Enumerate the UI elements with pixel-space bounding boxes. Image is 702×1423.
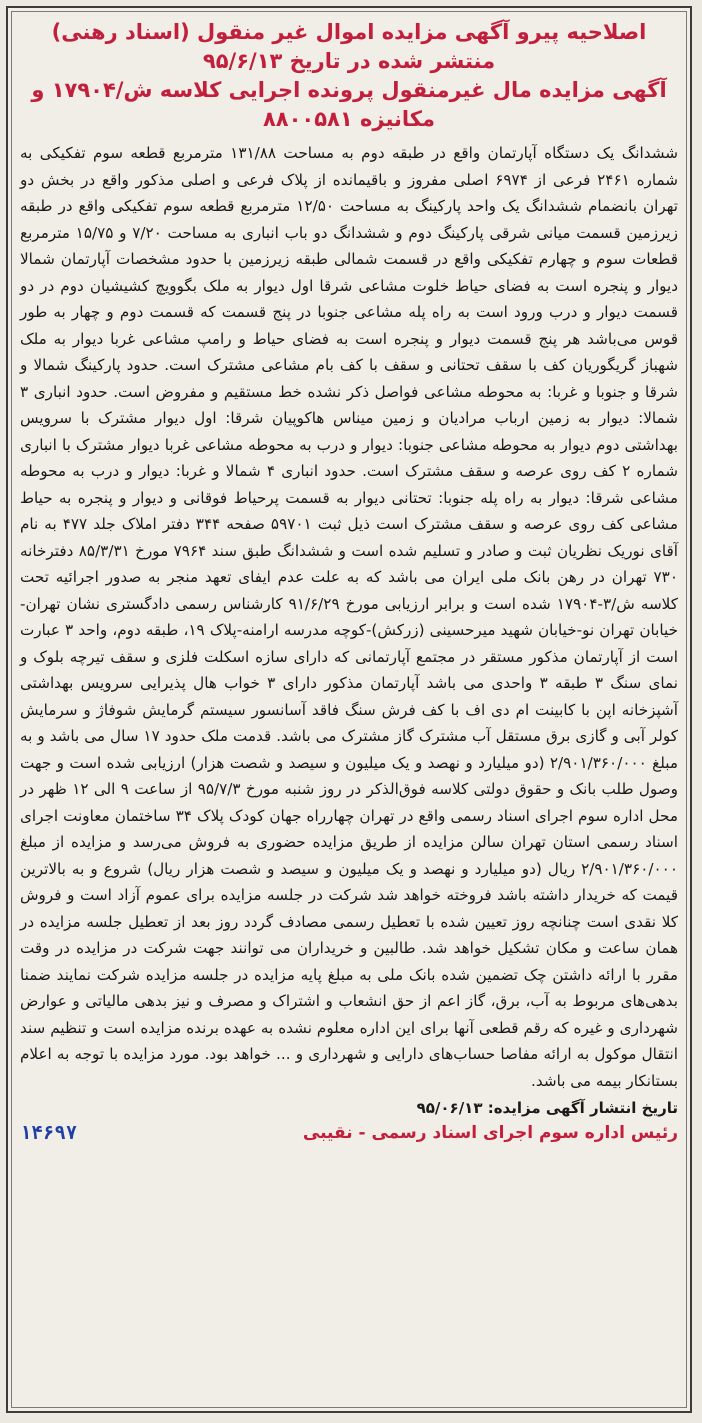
notice-frame — [6, 6, 692, 1413]
headline-line-3: آگهی مزایده مال غیرمنقول پرونده اجرایی کلاسه ش/۱۷۹۰۴ و — [31, 78, 667, 102]
notice-content — [20, 18, 678, 1401]
signature: رئیس اداره سوم اجرای اسناد رسمی - نقیبی — [302, 1123, 678, 1143]
notice-body: ششدانگ یک دستگاه آپارتمان واقع در طبقه دوم به مساحت ۱۳۱/۸۸ مترمربع قطعه سوم تفکیکی به شماره ۲۴۶۱ فرعی از ۶۹۷۴ اصلی مفروز و باقیمانده از پلاک فرعی و اصلی مذکور واقع در بخش دو تهران بانضمام ششدانگ یک واحد پارکینگ به مساحت ۱۲/۵۰ مترمربع قطعه سوم تفکیکی واقع در طبقه زیرزمین قسمت میانی شرقی پارکینگ دوم و ششدانگ دو باب انباری به مساحت ۷/۲۰ و ۱۵/۷۵ مترمربع قطعات سوم و چهارم تفکیکی واقع در قسمت شمالی طبقه زیرزمین با حدود مشخصات آپارتمان شمالا دیوار و پنجره است به فضای حیاط خلوت مشاعی شرقا اول دیوار به ملک بگوویچ کشیشیان دوم در دو قسمت دیوار و درب ورود است به راه پله مشاعی جنوبا در پنج قسمت که قسمت دوم و چهار به طور قوس می‌باشد هر پنج قسمت دیوار و پنجره است به فضای حیاط و رامپ مشاعی غربا دیوار به ملک شهباز گریگوریان کف با سقف تحتانی و سقف با کف بام مشاعی مشترک است. حدود پارکینگ شمالا و شرقا و جنوبا و غربا: به محوطه مشاعی فواصل ذکر نشده خط مستقیم و مفروض است. حدود انباری ۳ شمالا: دیوار به زمین ارباب مرادیان و زمین میناس هاکوپیان شرقا: اول دیوار مشترک با سرویس بهداشتی دوم دیوار به محوطه مشاعی جنوبا: دیوار و درب به محوطه مشاعی غربا دیوار مشترک با انباری شماره ۲ کف روی عرصه و سقف مشترک است. حدود انباری ۴ شمالا و غربا: دیوار و درب به محوطه مشاعی شرقا: دیوار به راه پله جنوبا: تحتانی دیوار به قسمت پرحیاط فوقانی و دیوار و پنجره به حیاط مشاعی کف روی عرصه و سقف مشترک است ذیل ثبت ۵۹۷۰۱ صفحه ۳۴۴ دفتر املاک جلد ۴۷۷ به نام آقای نوریک نظریان ثبت و صادر و تسلیم شده است و ششدانگ طبق سند ۷۹۶۴ مورخ ۸۵/۳/۳۱ دفترخانه ۷۳۰ تهران در رهن بانک ملی ایران می باشد که به علت عدم ایفای تعهد منجر به صدور اجرائیه تحت کلاسه ش/۳-۱۷۹۰۴ شده است و برابر ارزیابی مورخ ۹۱/۶/۲۹ کارشناس رسمی دادگستری نشان تهران-خیابان تهران نو-خیابان شهید میرحسینی (زرکش)-کوچه مدرسه ارامنه-پلاک ۱۹، طبقه دوم، واحد ۳ عبارت است از آپارتمان مذکور مستقر در مجتمع آپارتمانی که دارای سازه اسکلت فلزی و سقف تیرچه بلوک و نمای سنگ ۳ طبقه ۳ واحدی می باشد آپارتمان مذکور دارای ۳ خواب هال پذیرایی سرویس بهداشتی آشپزخانه اپن با کابینت ام دی اف با کف فرش سنگ فاقد آسانسور سیستم گرمایش شوفاژ و سرمایش کولر آبی و گازی برق مستقل آب مشترک گاز مشترک می باشد. قدمت ملک حدود ۱۷ سال می باشد و به مبلغ ۲/۹۰۱/۳۶۰/۰۰۰ (دو میلیارد و نهصد و یک میلیون و سیصد و شصت هزار) ارزیابی شده است و جهت وصول طلب بانک و حقوق دولتی کلاسه فوق‌الذکر در روز شنبه مورخ ۹۵/۷/۳ از ساعت ۹ الی ۱۲ ظهر در محل اداره سوم اجرای اسناد رسمی واقع در تهران چهارراه جهان کودک پلاک ۳۴ ساختمان معاونت اجرای اسناد رسمی استان تهران سالن مزایده از طریق مزایده حضوری به فروش می‌رسد و مزایده از مبلغ ۲/۹۰۱/۳۶۰/۰۰۰ ریال (دو میلیارد و نهصد و یک میلیون و سیصد و شصت هزار ریال) شروع و به بالاترین قیمت که خریدار داشته باشد فروخته خواهد شد شرکت در جلسه مزایده برای عموم آزاد است و فروش کلا نقدی است چنانچه روز تعیین شده با تعطیل رسمی مصادف گردد روز بعد از تعطیل جلسه مزایده در همان ساعت و مکان تشکیل خواهد شد. طالبین و خریداران می توانند جهت شرکت در مزایده در وقت مقرر با ارائه داشتن چک تضمین شده بانک ملی به مبلغ پایه مزایده در جلسه مزایده شرکت نمایند ضمنا بدهی‌های مربوط به آب، برق، گاز اعم از حق انشعاب و اشتراک و مصرف و نیز بدهی مالیاتی و عوارض شهرداری و غیره که رقم قطعی آنها برای این اداره معلوم نشده به عهده برنده مزایده است و تنظیم سند انتقال موکول به ارائه مفاصا حساب‌های دارایی و شهرداری و ... خواهد بود. مورد مزایده با توجه به اعلام بستانکار بیمه می باشد. — [20, 144, 679, 1090]
publication-date: تاریخ انتشار آگهی مزایده: ۹۵/۰۶/۱۳ — [416, 1099, 678, 1117]
headline-line-1: اصلاحیه پیرو آگهی مزایده اموال غیر منقول (اسناد رهنی) — [51, 20, 647, 44]
headline-line-2: منتشر شده در تاریخ ۹۵/۶/۱۳ — [202, 49, 496, 73]
headline-line-4: مکانیزه ۸۸۰۰۵۸۱ — [262, 107, 436, 131]
notice-number: ۱۴۶۹۷ — [20, 1122, 78, 1144]
notice-footer — [20, 1122, 678, 1144]
notice-headline — [20, 18, 678, 134]
